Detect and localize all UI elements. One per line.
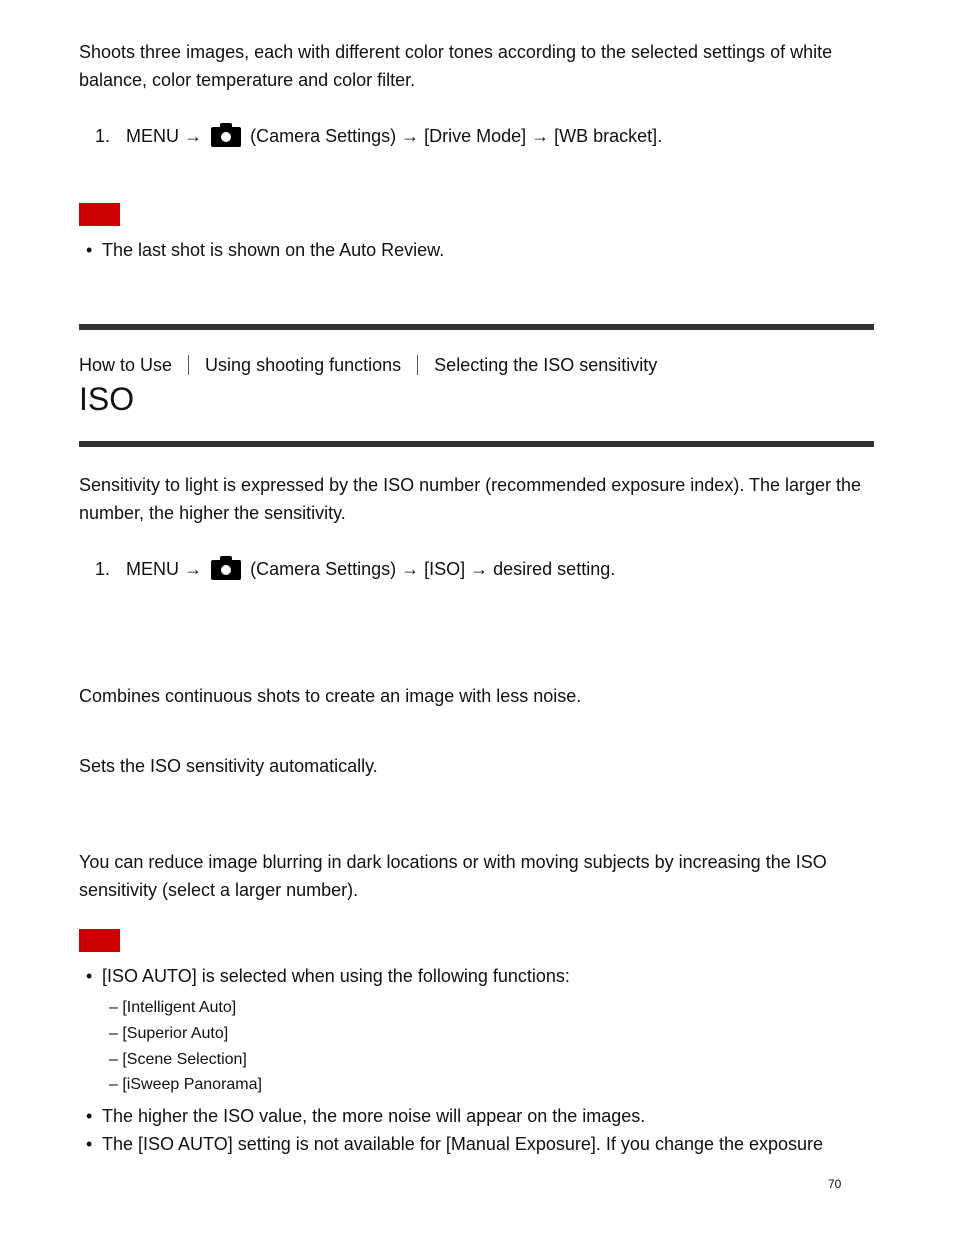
breadcrumb-separator bbox=[188, 355, 189, 375]
note-bullet bbox=[86, 962, 570, 990]
bullet-dot: • bbox=[86, 240, 93, 260]
intro-paragraph: Shoots three images, each with different color tones according to the selected settings of white balance, color temperature and color filter. bbox=[79, 42, 833, 90]
dash-marker: – bbox=[109, 999, 123, 1016]
step-suffix: (Camera Settings) → [Drive Mode] → [WB bracket]. bbox=[250, 126, 663, 146]
step-iso bbox=[95, 555, 615, 583]
dash-marker: – bbox=[109, 1051, 123, 1068]
breadcrumb-shooting-functions[interactable]: Using shooting functions bbox=[205, 355, 402, 375]
step-number: 1. bbox=[95, 559, 111, 579]
note-marker bbox=[79, 203, 120, 226]
breadcrumb-iso-sensitivity[interactable]: Selecting the ISO sensitivity bbox=[434, 355, 658, 375]
note-marker bbox=[79, 929, 120, 952]
note-bullet-text: The higher the ISO value, the more noise will appear on the images. bbox=[102, 1106, 646, 1126]
camera-icon bbox=[211, 560, 241, 580]
sub-list-item bbox=[109, 1021, 228, 1047]
step-prefix: MENU → bbox=[126, 126, 203, 146]
dash-marker: – bbox=[109, 1076, 123, 1093]
breadcrumb-separator bbox=[417, 355, 418, 375]
sub-list-item bbox=[109, 1072, 262, 1098]
dash-marker: – bbox=[109, 1025, 123, 1042]
option-description-iso-auto: Sets the ISO sensitivity automatically. bbox=[79, 756, 378, 776]
sub-list-item-text: [iSweep Panorama] bbox=[122, 1076, 262, 1093]
camera-icon bbox=[211, 127, 241, 147]
step-suffix: (Camera Settings) → [ISO] → desired setting. bbox=[250, 559, 616, 579]
option-description-iso-manual: You can reduce image blurring in dark locations or with moving subjects by increasing the ISO sensitivity (select a larger number). bbox=[79, 852, 827, 900]
note-bullet bbox=[86, 236, 444, 264]
step-wb-bracket bbox=[95, 122, 662, 150]
note-bullet-text: [ISO AUTO] is selected when using the following functions: bbox=[102, 966, 570, 986]
note-bullet bbox=[86, 1102, 645, 1130]
sub-list-item-text: [Intelligent Auto] bbox=[122, 999, 237, 1016]
note-bullet-text: The [ISO AUTO] setting is not available for [Manual Exposure]. If you change the exposure bbox=[102, 1134, 824, 1154]
step-number: 1. bbox=[95, 126, 111, 146]
breadcrumb-how-to-use[interactable]: How to Use bbox=[79, 355, 173, 375]
breadcrumb bbox=[79, 351, 657, 379]
note-bullet bbox=[86, 1130, 823, 1158]
sub-list-item-text: [Superior Auto] bbox=[122, 1025, 229, 1042]
bullet-dot: • bbox=[86, 1134, 93, 1154]
sub-list-item bbox=[109, 995, 236, 1021]
section-divider-bottom bbox=[79, 441, 874, 447]
page-number: 70 bbox=[828, 1177, 842, 1191]
step-prefix: MENU → bbox=[126, 559, 203, 579]
section-divider-top bbox=[79, 324, 874, 330]
bullet-dot: • bbox=[86, 1106, 93, 1126]
note-bullet-text: The last shot is shown on the Auto Review. bbox=[102, 240, 445, 260]
sub-list-item-text: [Scene Selection] bbox=[122, 1051, 247, 1068]
option-description-multi-frame-nr: Combines continuous shots to create an image with less noise. bbox=[79, 686, 582, 706]
iso-intro-paragraph: Sensitivity to light is expressed by the ISO number (recommended exposure index). The larger the number, the higher the sensitivity. bbox=[79, 475, 862, 523]
sub-list-item bbox=[109, 1047, 247, 1073]
bullet-dot: • bbox=[86, 966, 93, 986]
page-title: ISO bbox=[79, 381, 135, 417]
